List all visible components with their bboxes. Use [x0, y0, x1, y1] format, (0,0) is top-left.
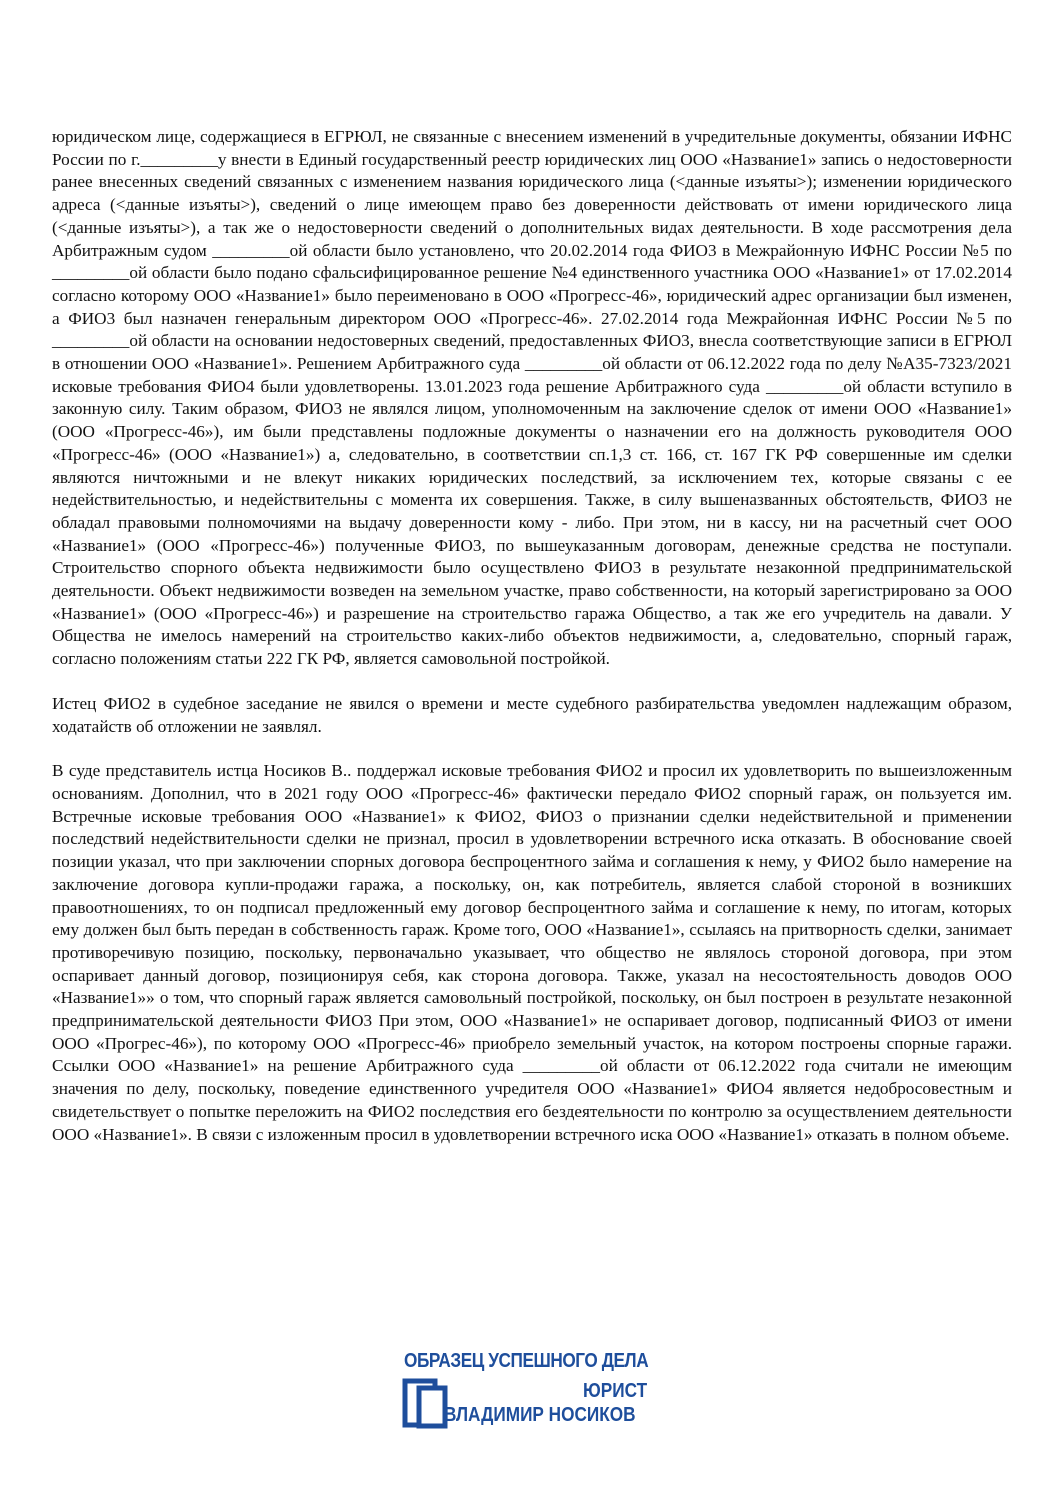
- paragraph-1: юридическом лице, содержащиеся в ЕГРЮЛ, не связанные с внесением изменений в учредительные документы, обязании ИФНС России по г._________у внести в Единый государственный реестр юридических лиц ООО «Название1» запись о недостоверности ранее внесенных сведений связанных с изменением названия юридического лица (<данные изъяты>); изменении юридического адреса (<данные изъяты>), сведений о лице имеющем право без доверенности действовать от имени юридического лица (<данные изъяты>), а так же о недостоверности сведений о дополнительных видах деятельности. В ходе рассмотрения дела Арбитражным судом _________ой области было установлено, что 20.02.2014 года ФИО3 в Межрайонную ИФНС России №5 по _________ой области было подано сфальсифицированное решение №4 единственного участника ООО «Название1» от 17.02.2014 согласно которому ООО «Название1» было переименовано в ООО «Прогресс-46», юридический адрес организации был изменен, а ФИО3 был назначен генеральным директором ООО «Прогресс-46». 27.02.2014 года Межрайонная ИФНС России №5 по _________ой области на основании недостоверных сведений, предоставленных ФИО3, внесла соответствующие записи в ЕГРЮЛ в отношении ООО «Название1». Решением Арбитражного суда _________ой области от 06.12.2022 года по делу №А35-7323/2021 исковые требования ФИО4 были удовлетворены. 13.01.2023 года решение Арбитражного суда _________ой области вступило в законную силу. Таким образом, ФИО3 не являлся лицом, уполномоченным на заключение сделок от имени ООО «Название1» (ООО «Прогресс-46»), им были представлены подложные документы о назначении его на должность руководителя ООО «Прогресс-46» (ООО «Название1») а, следовательно, в соответствии сп.1,3 ст. 166, ст. 167 ГК РФ совершенные им сделки являются ничтожными и не влекут никаких юридических последствий, за исключением тех, которые связаны с ее недействительностью, и недействительны с момента их совершения. Также, в силу вышеназванных обстоятельств, ФИО3 не обладал правовыми полномочиями на выдачу доверенности кому - либо. При этом, ни в кассу, ни на расчетный счет ООО «Название1» (ООО «Прогресс-46») полученные ФИО3, по вышеуказанным договорам, денежные средства не поступали. Строительство спорного объекта недвижимости было осуществлено ФИО3 в результате незаконной предпринимательской деятельности. Объект недвижимости возведен на земельном участке, право собственности, на который зарегистрировано за ООО «Название1» (ООО «Прогресс-46») и разрешение на строительство гаража Общество, а так же его учредитель на давали. У Общества не имелось намерений на строительство каких-либо объектов недвижимости, а, следовательно, спорный гараж, согласно положениям статьи 222 ГК РФ, является самовольной постройкой.: [52, 127, 1012, 669]
- lawyer-logo: [398, 1346, 668, 1436]
- paragraph-2: Истец ФИО2 в судебное заседание не явился о времени и месте судебного разбирательства уведомлен надлежащим образом, ходатайств об отложении не заявлял.: [52, 693, 1012, 736]
- logo-role: ЮРИСТ: [583, 1380, 648, 1402]
- document-body: [52, 126, 1012, 1146]
- logo-title: ОБРАЗЕЦ УСПЕШНОГО ДЕЛА: [404, 1350, 649, 1372]
- logo-name: ВЛАДИМИР НОСИКОВ: [444, 1404, 636, 1426]
- paragraph-3: В суде представитель истца Носиков В.. поддержал исковые требования ФИО2 и просил их удовлетворить по вышеизложенным основаниям. Дополнил, что в 2021 году ООО «Прогресс-46» фактически передало ФИО2 спорный гараж, он пользуется им. Встречные исковые требования ООО «Название1» к ФИО2, ФИО3 о признании сделки недействительной и применении последствий недействительности сделки не признал, просил в удовлетворении встречного иска отказать. В обоснование своей позиции указал, что при заключении спорных договора беспроцентного займа и соглашения к нему, у ФИО2 было намерение на заключение договора купли-продажи гаража, а поскольку, он, как потребитель, является слабой стороной в возникших правоотношениях, то он подписал предложенный ему договор беспроцентного займа и соглашение к нему, по итогам, которых ему должен был быть передан в собственность гараж. Кроме того, ООО «Название1», ссылаясь на притворность сделки, занимает противоречивую позицию, поскольку, первоначально указывает, что общество не являлось стороной договора, при этом оспаривает данный договор, позиционируя себя, как сторона договора. Также, указал на несостоятельность доводов ООО «Название1»» о том, что спорный гараж является самовольный постройкой, поскольку, он был построен в результате незаконной предпринимательской деятельности ФИО3 При этом, ООО «Название1» не оспаривает договор, подписанный ФИО3 от имени ООО «Прогрес-46»), по которому ООО «Прогресс-46» приобрело земельный участок, на котором построены спорные гаражи. Ссылки ООО «Название1» на решение Арбитражного суда _________ой области от 06.12.2022 года считали не имеющим значения по делу, поскольку, поведение единственного учредителя ООО «Название1» ФИО4 является недобросовестным и свидетельствует о попытке переложить на ФИО2 последствия его бездеятельности по контролю за осуществлением деятельности ООО «Название1». В связи с изложенным просил в удовлетворении встречного иска ООО «Название1» отказать в полном объеме.: [52, 761, 1012, 1144]
